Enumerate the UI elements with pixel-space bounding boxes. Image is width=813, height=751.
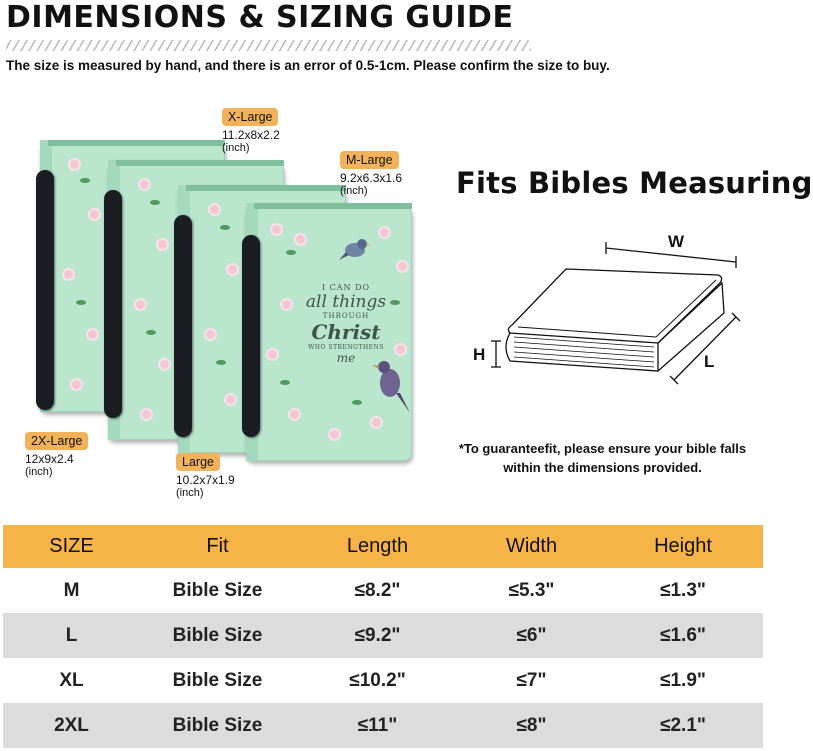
table-cell: ≤2.1" — [660, 714, 706, 736]
bird-top-illustration — [338, 232, 372, 266]
table-cell: M — [63, 579, 80, 601]
table-cell: Bible Size — [172, 669, 263, 691]
cover-verse-line: I CAN DO — [321, 283, 371, 292]
handle-large — [174, 215, 192, 437]
cover-verse-line: WHO STRENGTHENS — [308, 344, 384, 351]
table-cell: ≤9.2" — [354, 624, 401, 646]
table-cell: Bible Size — [172, 714, 263, 736]
table-cell: 2XL — [54, 714, 89, 736]
table-cell: ≤1.3" — [660, 579, 706, 601]
table-header-cell: Fit — [206, 535, 229, 557]
size-tag-x-large — [222, 108, 280, 154]
size-dimensions: 9.2x6.3x1.6 — [340, 171, 403, 185]
fit-guarantee-note: *To guaranteefit, please ensure your bible falls within the dimensions provided. — [458, 441, 747, 475]
table-header-cell: Length — [346, 535, 409, 557]
table-row — [3, 658, 763, 703]
height-label: H — [473, 345, 486, 364]
size-badge: Large — [176, 453, 220, 471]
table-cell: ≤7" — [516, 669, 547, 691]
table-cell: ≤8.2" — [354, 579, 401, 601]
length-label: L — [704, 352, 715, 371]
table-header-row — [3, 525, 763, 568]
fits-bibles-title: Fits Bibles Measuring — [456, 166, 813, 200]
measurement-note: The size is measured by hand, and there is an error of 0.5-1cm. Please confirm the size to buy. — [6, 58, 610, 73]
table-cell: XL — [59, 669, 84, 691]
table-cell: Bible Size — [172, 624, 263, 646]
table-cell: ≤10.2" — [349, 669, 406, 691]
size-badge: M-Large — [340, 151, 399, 169]
size-tag-m-large — [340, 151, 402, 197]
book-dimension-diagram — [468, 225, 748, 405]
size-unit: (inch) — [222, 142, 250, 154]
table-cell: ≤1.9" — [660, 669, 706, 691]
width-label: W — [668, 232, 685, 251]
size-dimensions: 10.2x7x1.9 — [176, 473, 235, 487]
handle-2x-large — [36, 170, 54, 410]
table-cell: ≤6" — [516, 624, 547, 646]
table-header-cell: SIZE — [49, 535, 94, 557]
cover-verse-line: all things — [305, 292, 387, 312]
size-unit: (inch) — [340, 185, 368, 197]
size-tag-2x-large — [25, 432, 88, 478]
cover-verse-line: THROUGH — [322, 312, 370, 320]
table-cell: Bible Size — [172, 579, 263, 601]
table-header-cell: Width — [505, 535, 558, 557]
cover-verse-line: Christ — [311, 320, 381, 344]
table-header-cell: Height — [654, 535, 712, 557]
page-title: DIMENSIONS & SIZING GUIDE — [6, 0, 514, 35]
table-cell: L — [65, 624, 78, 646]
size-table — [3, 525, 763, 748]
size-dimensions: 12x9x2.4 — [25, 452, 74, 466]
size-unit: (inch) — [176, 487, 204, 499]
table-cell: ≤1.6" — [660, 624, 706, 646]
table-row — [3, 703, 763, 748]
size-badge: X-Large — [222, 108, 278, 126]
table-cell: ≤11" — [357, 714, 398, 736]
size-tag-large — [176, 453, 235, 499]
table-cell: ≤8" — [516, 714, 547, 736]
cover-verse — [296, 283, 396, 365]
table-row — [3, 613, 763, 658]
handle-m-large — [242, 235, 260, 437]
cover-verse-line: me — [336, 351, 356, 365]
table-cell: ≤5.3" — [508, 579, 555, 601]
handle-x-large — [104, 190, 122, 418]
table-row — [3, 568, 763, 613]
size-dimensions: 11.2x8x2.2 — [222, 128, 280, 142]
size-badge: 2X-Large — [25, 432, 88, 450]
size-unit: (inch) — [25, 466, 53, 478]
